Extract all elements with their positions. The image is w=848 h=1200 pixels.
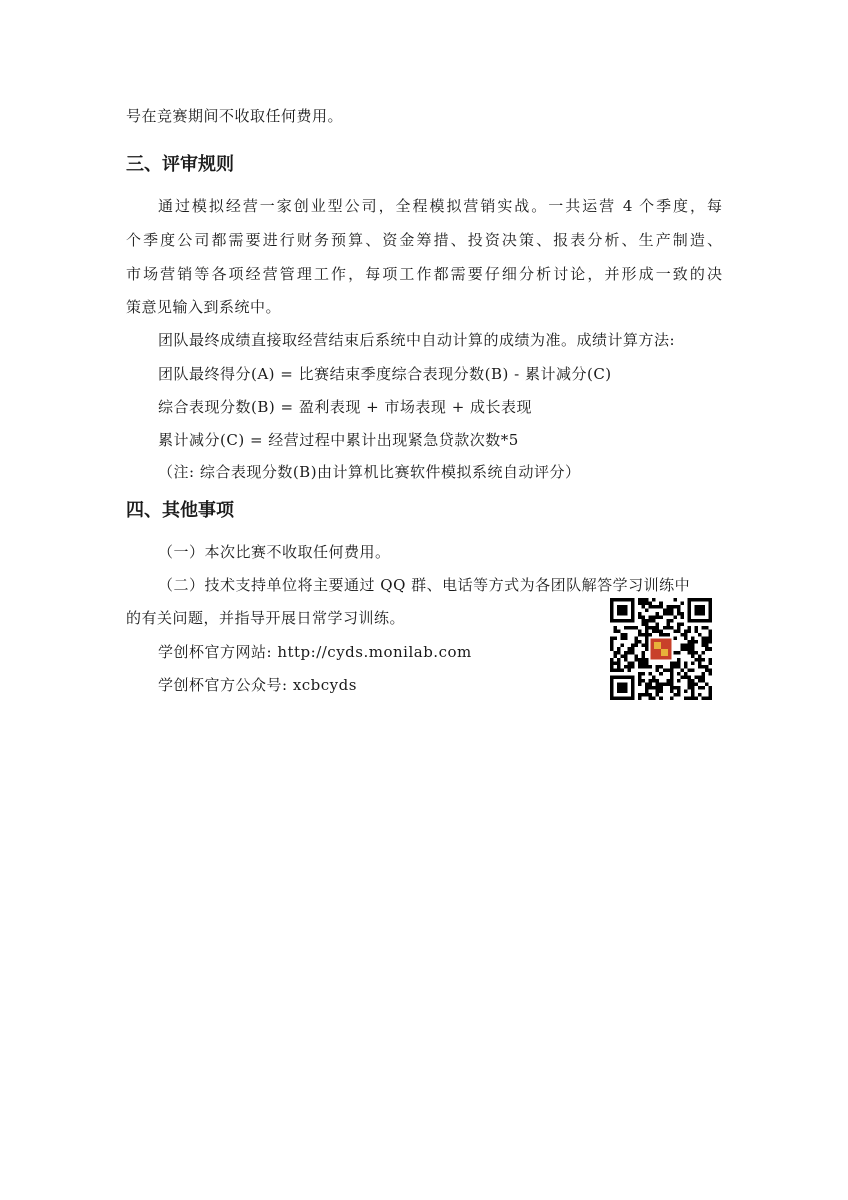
- official-wechat: 学创杯官方公众号: xcbcyds: [158, 676, 357, 694]
- formula-overall-score: 综合表现分数(B) = 盈利表现 + 市场表现 + 成长表现: [158, 398, 533, 416]
- paragraph-line: 市场营销等各项经营管理工作，每项工作都需要仔细分析讨论，并形成一致的决: [126, 265, 722, 283]
- section-heading-review-rules: 三、评审规则: [126, 154, 234, 175]
- paragraph-line: 团队最终成绩直接取经营结束后系统中自动计算的成绩为准。成绩计算方法:: [158, 331, 676, 349]
- qr-code-icon: [610, 598, 712, 700]
- list-item-continued: 的有关问题，并指导开展日常学习训练。: [126, 609, 406, 627]
- paragraph-line: 通过模拟经营一家创业型公司，全程模拟营销实战。一共运营 4 个季度，每: [158, 197, 722, 215]
- paragraph-line: 个季度公司都需要进行财务预算、资金筹措、投资决策、报表分析、生产制造、: [126, 231, 722, 249]
- formula-final-score: 团队最终得分(A) = 比赛结束季度综合表现分数(B) - 累计减分(C): [158, 365, 612, 383]
- paragraph-line: 策意见输入到系统中。: [126, 298, 282, 316]
- list-item: （一）本次比赛不收取任何费用。: [158, 543, 391, 561]
- formula-deduction: 累计减分(C) = 经营过程中累计出现紧急贷款次数*5: [158, 431, 519, 449]
- score-note: （注: 综合表现分数(B)由计算机比赛软件模拟系统自动评分）: [158, 463, 581, 481]
- section-heading-other-matters: 四、其他事项: [126, 500, 234, 521]
- official-website: 学创杯官方网站: http://cyds.monilab.com: [158, 643, 472, 661]
- continued-line: 号在竞赛期间不收取任何费用。: [126, 107, 344, 125]
- list-item: （二）技术支持单位将主要通过 QQ 群、电话等方式为各团队解答学习训练中: [158, 576, 691, 594]
